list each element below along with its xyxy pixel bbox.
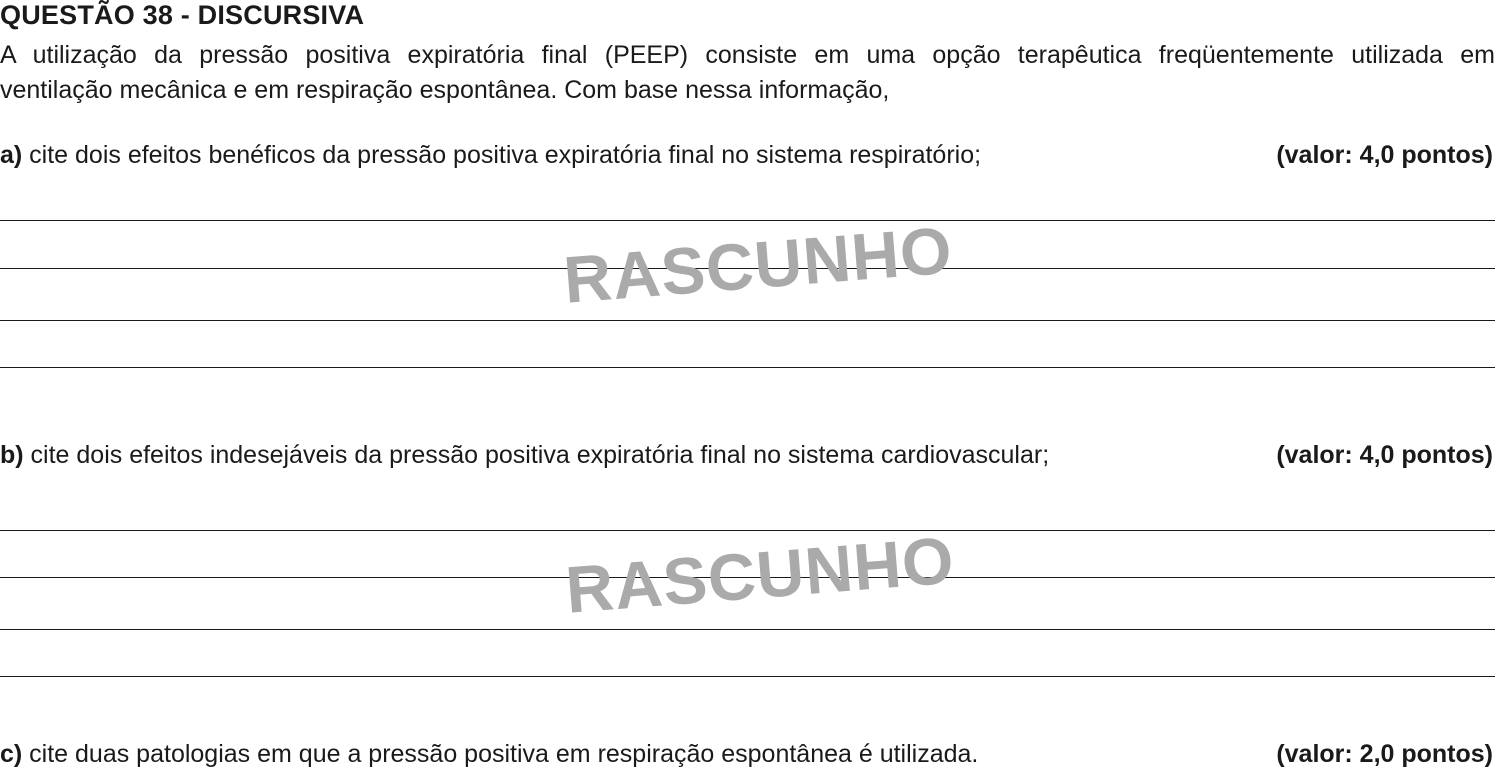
question-title: QUESTÃO 38 - DISCURSIVA	[0, 0, 365, 30]
draft-watermark-b: RASCUNHO	[563, 522, 958, 627]
intro-line-1: A utilização da pressão positiva expiratória final (PEEP) consiste em uma opção terapêutica freqüentemente utilizada em	[0, 41, 1495, 69]
answer-line-a-1	[0, 220, 1495, 221]
item-b-letter: b)	[0, 441, 24, 469]
draft-watermark-a: RASCUNHO	[561, 212, 956, 317]
item-b	[0, 441, 1495, 470]
answer-line-b-1	[0, 530, 1495, 531]
item-a	[0, 141, 1495, 170]
item-c-letter: c)	[0, 740, 23, 768]
item-c	[0, 740, 1495, 769]
item-a-letter: a)	[0, 141, 23, 169]
question-intro	[0, 38, 1495, 108]
item-b-text: cite dois efeitos indesejáveis da pressão positiva expiratória final no sistema cardiovascular;	[23, 441, 1050, 469]
answer-line-b-3	[0, 629, 1495, 630]
item-c-text: cite duas patologias em que a pressão positiva em respiração espontânea é utilizada.	[22, 740, 979, 768]
answer-line-b-4	[0, 676, 1495, 677]
item-a-value: (valor: 4,0 pontos)	[1276, 141, 1493, 169]
answer-line-a-3	[0, 320, 1495, 321]
intro-line-2: ventilação mecânica e em respiração espontânea. Com base nessa informação,	[0, 76, 890, 104]
item-c-value: (valor: 2,0 pontos)	[1276, 740, 1493, 768]
item-b-value: (valor: 4,0 pontos)	[1276, 441, 1493, 469]
item-a-text: cite dois efeitos benéficos da pressão positiva expiratória final no sistema respiratório;	[22, 141, 982, 169]
answer-line-a-4	[0, 367, 1495, 368]
